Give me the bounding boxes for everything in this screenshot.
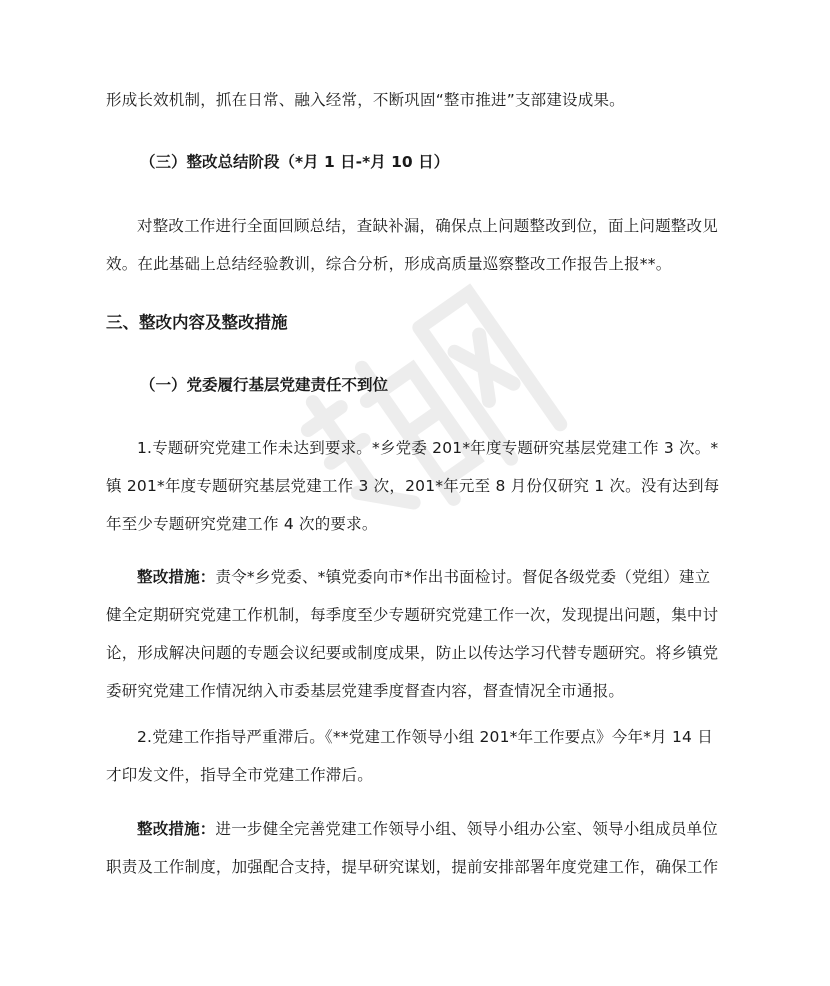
paragraph-stage3: 对整改工作进行全面回顾总结，查缺补漏，确保点上问题整改到位，面上问题整改见效。在此基础上总结经验教训，综合分析，形成高质量巡察整改工作报告上报**。 xyxy=(106,217,718,273)
heading-stage3: （三）整改总结阶段（*月 1 日-*月 10 日） xyxy=(140,153,450,171)
measure-label: 整改措施： xyxy=(137,568,216,586)
paragraph-item2: 2.党建工作指导严重滞后。《**党建工作领导小组 201*年工作要点》今年*月 14 日才印发文件，指导全市党建工作滞后。 xyxy=(106,728,713,784)
measure1-text: 责令*乡党委、*镇党委向市*作出书面检讨。督促各级党委（党组）建立健全定期研究党建工作机制，每季度至少专题研究党建工作一次，发现提出问题，集中讨论，形成解决问题的专题会议纪要或制度成果，防止以传达学习代替专题研究。将乡镇党委研究党建工作情况纳入市委基层党建季度督查内容，督查情况全市通报。 xyxy=(106,568,719,700)
heading-sub1: （一）党委履行基层党建责任不到位 xyxy=(140,376,389,394)
paragraph-measure1 xyxy=(106,558,726,710)
paragraph-intro: 形成长效机制，抓在日常、融入经常，不断巩固“整市推进”支部建设成果。 xyxy=(106,91,625,109)
paragraph-measure2 xyxy=(106,810,726,886)
measure-label: 整改措施： xyxy=(137,820,216,838)
paragraph-item1: 1.专题研究党建工作未达到要求。*乡党委 201*年度专题研究基层党建工作 3 次。*镇 201*年度专题研究基层党建工作 3 次，201*年元至 8 月份仅研究 1 次。没有达到每年至少专题研究党建工作 4 次的要求。 xyxy=(106,439,720,533)
measure2-text: 进一步健全完善党建工作领导小组、领导小组办公室、领导小组成员单位职责及工作制度，加强配合支持，提早研究谋划，提前安排部署年度党建工作，确保工作 xyxy=(106,820,719,876)
heading-section3: 三、整改内容及整改措施 xyxy=(106,313,288,332)
